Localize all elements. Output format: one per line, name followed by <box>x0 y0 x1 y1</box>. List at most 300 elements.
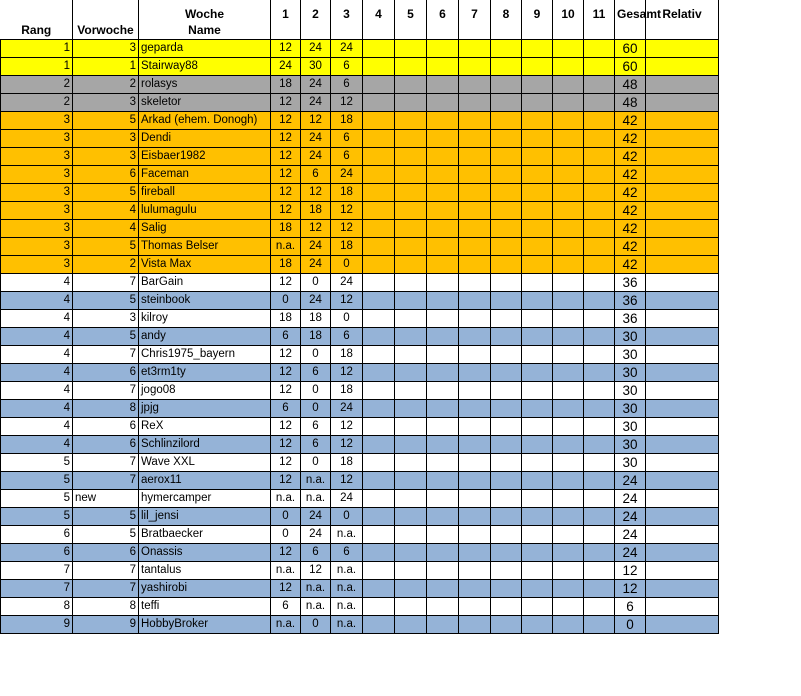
week-6-cell[interactable] <box>427 364 459 382</box>
week-8-cell[interactable] <box>491 526 522 544</box>
name-cell[interactable]: rolasys <box>139 76 271 94</box>
name-cell[interactable]: Faceman <box>139 166 271 184</box>
week-6-cell[interactable] <box>427 562 459 580</box>
vorwoche-cell[interactable]: 7 <box>73 382 139 400</box>
week-11-cell[interactable] <box>584 526 615 544</box>
week-10-cell[interactable] <box>553 418 584 436</box>
week-3-cell[interactable]: 18 <box>331 382 363 400</box>
relativ-cell[interactable] <box>646 274 719 292</box>
week-7-cell[interactable] <box>459 148 491 166</box>
relativ-cell[interactable] <box>646 58 719 76</box>
week-7-cell[interactable] <box>459 490 491 508</box>
name-cell[interactable]: Dendi <box>139 130 271 148</box>
rang-cell[interactable]: 3 <box>1 166 73 184</box>
week-4-cell[interactable] <box>363 436 395 454</box>
week-2-cell[interactable]: n.a. <box>301 490 331 508</box>
rang-cell[interactable]: 4 <box>1 328 73 346</box>
week-4-cell[interactable] <box>363 580 395 598</box>
relativ-cell[interactable] <box>646 472 719 490</box>
name-cell[interactable]: Bratbaecker <box>139 526 271 544</box>
rang-cell[interactable]: 6 <box>1 526 73 544</box>
week-8-cell[interactable] <box>491 580 522 598</box>
week-9-cell[interactable] <box>522 274 553 292</box>
name-cell[interactable]: BarGain <box>139 274 271 292</box>
week-6-cell[interactable] <box>427 238 459 256</box>
gesamt-cell[interactable]: 42 <box>615 130 646 148</box>
week-9-cell[interactable] <box>522 328 553 346</box>
week-11-cell[interactable] <box>584 166 615 184</box>
week-3-cell[interactable]: n.a. <box>331 598 363 616</box>
table-row[interactable] <box>1 436 801 454</box>
week-9-cell[interactable] <box>522 400 553 418</box>
week-7-cell[interactable] <box>459 598 491 616</box>
table-row[interactable] <box>1 328 801 346</box>
week-4-cell[interactable] <box>363 166 395 184</box>
week-2-cell[interactable]: 0 <box>301 274 331 292</box>
name-cell[interactable]: Salig <box>139 220 271 238</box>
week-7-cell[interactable] <box>459 256 491 274</box>
gesamt-cell[interactable]: 24 <box>615 490 646 508</box>
week-3-cell[interactable]: 18 <box>331 454 363 472</box>
week-7-cell[interactable] <box>459 274 491 292</box>
week-5-cell[interactable] <box>395 562 427 580</box>
week-7-cell[interactable] <box>459 112 491 130</box>
week-10-cell[interactable] <box>553 382 584 400</box>
week-8-cell[interactable] <box>491 328 522 346</box>
week-5-cell[interactable] <box>395 598 427 616</box>
vorwoche-cell[interactable]: 6 <box>73 364 139 382</box>
week-11-cell[interactable] <box>584 238 615 256</box>
table-row[interactable] <box>1 166 801 184</box>
relativ-cell[interactable] <box>646 112 719 130</box>
week-9-cell[interactable] <box>522 562 553 580</box>
week-2-cell[interactable]: 0 <box>301 382 331 400</box>
week-6-cell[interactable] <box>427 598 459 616</box>
rang-cell[interactable]: 6 <box>1 544 73 562</box>
week-2-cell[interactable]: 24 <box>301 76 331 94</box>
week-3-cell[interactable]: 6 <box>331 130 363 148</box>
vorwoche-cell[interactable]: 6 <box>73 166 139 184</box>
week-3-cell[interactable]: n.a. <box>331 562 363 580</box>
gesamt-cell[interactable]: 48 <box>615 94 646 112</box>
vorwoche-cell[interactable]: 5 <box>73 526 139 544</box>
week-3-cell[interactable]: 12 <box>331 220 363 238</box>
table-row[interactable] <box>1 274 801 292</box>
vorwoche-cell[interactable]: 7 <box>73 580 139 598</box>
week-1-cell[interactable]: 12 <box>271 382 301 400</box>
name-cell[interactable]: Onassis <box>139 544 271 562</box>
table-row[interactable] <box>1 526 801 544</box>
name-cell[interactable]: HobbyBroker <box>139 616 271 634</box>
rang-cell[interactable]: 4 <box>1 382 73 400</box>
week-7-cell[interactable] <box>459 562 491 580</box>
week-4-cell[interactable] <box>363 400 395 418</box>
week-2-cell[interactable]: 12 <box>301 220 331 238</box>
week-6-cell[interactable] <box>427 616 459 634</box>
week-5-cell[interactable] <box>395 40 427 58</box>
week-10-cell[interactable] <box>553 508 584 526</box>
table-row[interactable] <box>1 112 801 130</box>
gesamt-cell[interactable]: 42 <box>615 238 646 256</box>
table-row[interactable] <box>1 184 801 202</box>
relativ-cell[interactable] <box>646 238 719 256</box>
week-5-cell[interactable] <box>395 508 427 526</box>
vorwoche-cell[interactable]: 5 <box>73 292 139 310</box>
week-1-cell[interactable]: 12 <box>271 94 301 112</box>
table-row[interactable] <box>1 364 801 382</box>
week-8-cell[interactable] <box>491 76 522 94</box>
week-7-cell[interactable] <box>459 544 491 562</box>
table-row[interactable] <box>1 400 801 418</box>
week-1-cell[interactable]: 6 <box>271 400 301 418</box>
week-8-cell[interactable] <box>491 256 522 274</box>
week-11-cell[interactable] <box>584 148 615 166</box>
gesamt-cell[interactable]: 42 <box>615 148 646 166</box>
week-2-cell[interactable]: 18 <box>301 328 331 346</box>
week-8-cell[interactable] <box>491 616 522 634</box>
week-1-cell[interactable]: n.a. <box>271 238 301 256</box>
week-9-cell[interactable] <box>522 256 553 274</box>
week-8-cell[interactable] <box>491 292 522 310</box>
week-1-cell[interactable]: 0 <box>271 526 301 544</box>
week-2-cell[interactable]: 6 <box>301 364 331 382</box>
relativ-cell[interactable] <box>646 94 719 112</box>
table-row[interactable] <box>1 490 801 508</box>
vorwoche-cell[interactable]: 3 <box>73 40 139 58</box>
week-11-cell[interactable] <box>584 40 615 58</box>
rang-cell[interactable]: 3 <box>1 220 73 238</box>
week-8-cell[interactable] <box>491 508 522 526</box>
name-cell[interactable]: lulumagulu <box>139 202 271 220</box>
week-2-cell[interactable]: 30 <box>301 58 331 76</box>
table-row[interactable] <box>1 580 801 598</box>
vorwoche-cell[interactable]: 8 <box>73 400 139 418</box>
week-2-cell[interactable]: 0 <box>301 346 331 364</box>
week-3-cell[interactable]: 12 <box>331 436 363 454</box>
week-5-cell[interactable] <box>395 526 427 544</box>
week-11-cell[interactable] <box>584 400 615 418</box>
week-9-cell[interactable] <box>522 58 553 76</box>
week-5-cell[interactable] <box>395 130 427 148</box>
week-2-cell[interactable]: 6 <box>301 544 331 562</box>
week-1-cell[interactable]: 0 <box>271 292 301 310</box>
table-row[interactable] <box>1 454 801 472</box>
table-row[interactable] <box>1 292 801 310</box>
week-8-cell[interactable] <box>491 382 522 400</box>
week-8-cell[interactable] <box>491 202 522 220</box>
table-row[interactable] <box>1 130 801 148</box>
relativ-cell[interactable] <box>646 292 719 310</box>
week-4-cell[interactable] <box>363 544 395 562</box>
week-8-cell[interactable] <box>491 130 522 148</box>
name-cell[interactable]: Wave XXL <box>139 454 271 472</box>
week-9-cell[interactable] <box>522 148 553 166</box>
week-4-cell[interactable] <box>363 58 395 76</box>
week-7-cell[interactable] <box>459 310 491 328</box>
name-cell[interactable]: aerox11 <box>139 472 271 490</box>
week-8-cell[interactable] <box>491 400 522 418</box>
week-9-cell[interactable] <box>522 382 553 400</box>
week-8-cell[interactable] <box>491 112 522 130</box>
week-4-cell[interactable] <box>363 454 395 472</box>
name-cell[interactable]: steinbook <box>139 292 271 310</box>
week-11-cell[interactable] <box>584 508 615 526</box>
week-1-cell[interactable]: 12 <box>271 346 301 364</box>
name-cell[interactable]: tantalus <box>139 562 271 580</box>
week-4-cell[interactable] <box>363 310 395 328</box>
rang-cell[interactable]: 3 <box>1 202 73 220</box>
week-3-cell[interactable]: 24 <box>331 166 363 184</box>
week-3-cell[interactable]: 12 <box>331 364 363 382</box>
table-row[interactable] <box>1 76 801 94</box>
week-10-cell[interactable] <box>553 526 584 544</box>
week-2-cell[interactable]: n.a. <box>301 472 331 490</box>
week-9-cell[interactable] <box>522 418 553 436</box>
week-5-cell[interactable] <box>395 490 427 508</box>
week-5-cell[interactable] <box>395 292 427 310</box>
week-11-cell[interactable] <box>584 490 615 508</box>
week-5-cell[interactable] <box>395 328 427 346</box>
week-10-cell[interactable] <box>553 598 584 616</box>
week-6-cell[interactable] <box>427 580 459 598</box>
week-6-cell[interactable] <box>427 346 459 364</box>
week-1-cell[interactable]: 6 <box>271 598 301 616</box>
week-6-cell[interactable] <box>427 202 459 220</box>
week-5-cell[interactable] <box>395 58 427 76</box>
rang-cell[interactable]: 4 <box>1 274 73 292</box>
week-3-cell[interactable]: 6 <box>331 58 363 76</box>
week-4-cell[interactable] <box>363 418 395 436</box>
week-11-cell[interactable] <box>584 58 615 76</box>
week-2-cell[interactable]: 24 <box>301 526 331 544</box>
week-1-cell[interactable]: 18 <box>271 310 301 328</box>
vorwoche-cell[interactable]: 3 <box>73 148 139 166</box>
week-11-cell[interactable] <box>584 436 615 454</box>
week-9-cell[interactable] <box>522 220 553 238</box>
rang-cell[interactable]: 5 <box>1 490 73 508</box>
rang-cell[interactable]: 7 <box>1 580 73 598</box>
gesamt-cell[interactable]: 42 <box>615 166 646 184</box>
week-9-cell[interactable] <box>522 202 553 220</box>
gesamt-cell[interactable]: 30 <box>615 382 646 400</box>
gesamt-cell[interactable]: 30 <box>615 346 646 364</box>
week-11-cell[interactable] <box>584 598 615 616</box>
rang-cell[interactable]: 8 <box>1 598 73 616</box>
relativ-cell[interactable] <box>646 364 719 382</box>
relativ-cell[interactable] <box>646 130 719 148</box>
week-10-cell[interactable] <box>553 76 584 94</box>
week-3-cell[interactable]: 18 <box>331 238 363 256</box>
week-1-cell[interactable]: 12 <box>271 436 301 454</box>
rang-cell[interactable]: 3 <box>1 148 73 166</box>
week-9-cell[interactable] <box>522 472 553 490</box>
week-10-cell[interactable] <box>553 472 584 490</box>
week-4-cell[interactable] <box>363 220 395 238</box>
relativ-cell[interactable] <box>646 184 719 202</box>
week-10-cell[interactable] <box>553 616 584 634</box>
week-10-cell[interactable] <box>553 256 584 274</box>
week-3-cell[interactable]: 18 <box>331 184 363 202</box>
week-3-cell[interactable]: 12 <box>331 202 363 220</box>
week-10-cell[interactable] <box>553 148 584 166</box>
week-8-cell[interactable] <box>491 472 522 490</box>
week-6-cell[interactable] <box>427 76 459 94</box>
gesamt-cell[interactable]: 42 <box>615 112 646 130</box>
week-11-cell[interactable] <box>584 346 615 364</box>
week-4-cell[interactable] <box>363 238 395 256</box>
relativ-cell[interactable] <box>646 490 719 508</box>
week-8-cell[interactable] <box>491 436 522 454</box>
week-2-cell[interactable]: n.a. <box>301 598 331 616</box>
week-10-cell[interactable] <box>553 130 584 148</box>
week-6-cell[interactable] <box>427 310 459 328</box>
table-row[interactable] <box>1 472 801 490</box>
relativ-cell[interactable] <box>646 598 719 616</box>
name-cell[interactable]: jpjg <box>139 400 271 418</box>
week-2-cell[interactable]: 6 <box>301 436 331 454</box>
week-8-cell[interactable] <box>491 238 522 256</box>
gesamt-cell[interactable]: 24 <box>615 544 646 562</box>
week-5-cell[interactable] <box>395 184 427 202</box>
week-1-cell[interactable]: 12 <box>271 544 301 562</box>
week-7-cell[interactable] <box>459 292 491 310</box>
week-1-cell[interactable]: 12 <box>271 166 301 184</box>
week-11-cell[interactable] <box>584 184 615 202</box>
week-2-cell[interactable]: 24 <box>301 40 331 58</box>
week-7-cell[interactable] <box>459 508 491 526</box>
gesamt-cell[interactable]: 36 <box>615 274 646 292</box>
week-7-cell[interactable] <box>459 382 491 400</box>
week-9-cell[interactable] <box>522 436 553 454</box>
week-1-cell[interactable]: 12 <box>271 364 301 382</box>
relativ-cell[interactable] <box>646 256 719 274</box>
week-9-cell[interactable] <box>522 490 553 508</box>
week-4-cell[interactable] <box>363 382 395 400</box>
gesamt-cell[interactable]: 60 <box>615 40 646 58</box>
vorwoche-cell[interactable]: 5 <box>73 184 139 202</box>
week-9-cell[interactable] <box>522 40 553 58</box>
rang-cell[interactable]: 5 <box>1 508 73 526</box>
vorwoche-cell[interactable]: 1 <box>73 58 139 76</box>
relativ-cell[interactable] <box>646 436 719 454</box>
week-4-cell[interactable] <box>363 328 395 346</box>
week-2-cell[interactable]: 18 <box>301 202 331 220</box>
week-1-cell[interactable]: 12 <box>271 202 301 220</box>
vorwoche-cell[interactable]: 7 <box>73 454 139 472</box>
week-9-cell[interactable] <box>522 94 553 112</box>
relativ-cell[interactable] <box>646 562 719 580</box>
relativ-cell[interactable] <box>646 310 719 328</box>
week-3-cell[interactable]: 0 <box>331 256 363 274</box>
week-6-cell[interactable] <box>427 184 459 202</box>
week-6-cell[interactable] <box>427 94 459 112</box>
name-cell[interactable]: teffi <box>139 598 271 616</box>
week-5-cell[interactable] <box>395 418 427 436</box>
week-7-cell[interactable] <box>459 400 491 418</box>
week-8-cell[interactable] <box>491 184 522 202</box>
name-cell[interactable]: Arkad (ehem. Donogh) <box>139 112 271 130</box>
vorwoche-cell[interactable]: 5 <box>73 328 139 346</box>
relativ-cell[interactable] <box>646 220 719 238</box>
week-4-cell[interactable] <box>363 562 395 580</box>
relativ-cell[interactable] <box>646 346 719 364</box>
rang-cell[interactable]: 3 <box>1 184 73 202</box>
rang-cell[interactable]: 4 <box>1 364 73 382</box>
vorwoche-cell[interactable]: 6 <box>73 418 139 436</box>
rang-cell[interactable]: 3 <box>1 256 73 274</box>
week-10-cell[interactable] <box>553 94 584 112</box>
week-4-cell[interactable] <box>363 346 395 364</box>
week-9-cell[interactable] <box>522 238 553 256</box>
week-7-cell[interactable] <box>459 616 491 634</box>
week-2-cell[interactable]: 24 <box>301 148 331 166</box>
week-7-cell[interactable] <box>459 76 491 94</box>
vorwoche-cell[interactable]: new <box>73 490 139 508</box>
relativ-cell[interactable] <box>646 328 719 346</box>
week-8-cell[interactable] <box>491 94 522 112</box>
vorwoche-cell[interactable]: 4 <box>73 220 139 238</box>
gesamt-cell[interactable]: 12 <box>615 580 646 598</box>
week-9-cell[interactable] <box>522 580 553 598</box>
week-8-cell[interactable] <box>491 166 522 184</box>
week-8-cell[interactable] <box>491 598 522 616</box>
week-1-cell[interactable]: 12 <box>271 454 301 472</box>
vorwoche-cell[interactable]: 8 <box>73 598 139 616</box>
week-2-cell[interactable]: 18 <box>301 310 331 328</box>
week-6-cell[interactable] <box>427 130 459 148</box>
week-2-cell[interactable]: 12 <box>301 112 331 130</box>
week-6-cell[interactable] <box>427 418 459 436</box>
week-3-cell[interactable]: 12 <box>331 94 363 112</box>
rang-cell[interactable]: 1 <box>1 58 73 76</box>
week-9-cell[interactable] <box>522 526 553 544</box>
vorwoche-cell[interactable]: 2 <box>73 76 139 94</box>
relativ-cell[interactable] <box>646 148 719 166</box>
week-11-cell[interactable] <box>584 562 615 580</box>
week-3-cell[interactable]: n.a. <box>331 616 363 634</box>
week-8-cell[interactable] <box>491 364 522 382</box>
week-8-cell[interactable] <box>491 346 522 364</box>
name-cell[interactable]: geparda <box>139 40 271 58</box>
week-9-cell[interactable] <box>522 112 553 130</box>
gesamt-cell[interactable]: 30 <box>615 364 646 382</box>
week-1-cell[interactable]: 12 <box>271 274 301 292</box>
gesamt-cell[interactable]: 0 <box>615 616 646 634</box>
week-5-cell[interactable] <box>395 364 427 382</box>
week-10-cell[interactable] <box>553 490 584 508</box>
vorwoche-cell[interactable]: 5 <box>73 112 139 130</box>
week-11-cell[interactable] <box>584 76 615 94</box>
week-6-cell[interactable] <box>427 328 459 346</box>
gesamt-cell[interactable]: 42 <box>615 202 646 220</box>
week-1-cell[interactable]: 6 <box>271 328 301 346</box>
gesamt-cell[interactable]: 48 <box>615 76 646 94</box>
week-2-cell[interactable]: 12 <box>301 184 331 202</box>
week-10-cell[interactable] <box>553 40 584 58</box>
rang-cell[interactable]: 3 <box>1 130 73 148</box>
week-5-cell[interactable] <box>395 112 427 130</box>
week-6-cell[interactable] <box>427 220 459 238</box>
relativ-cell[interactable] <box>646 616 719 634</box>
name-cell[interactable]: hymercamper <box>139 490 271 508</box>
name-cell[interactable]: skeletor <box>139 94 271 112</box>
table-row[interactable] <box>1 616 801 634</box>
week-5-cell[interactable] <box>395 310 427 328</box>
week-3-cell[interactable]: 12 <box>331 418 363 436</box>
week-11-cell[interactable] <box>584 382 615 400</box>
week-6-cell[interactable] <box>427 490 459 508</box>
name-cell[interactable]: ReX <box>139 418 271 436</box>
